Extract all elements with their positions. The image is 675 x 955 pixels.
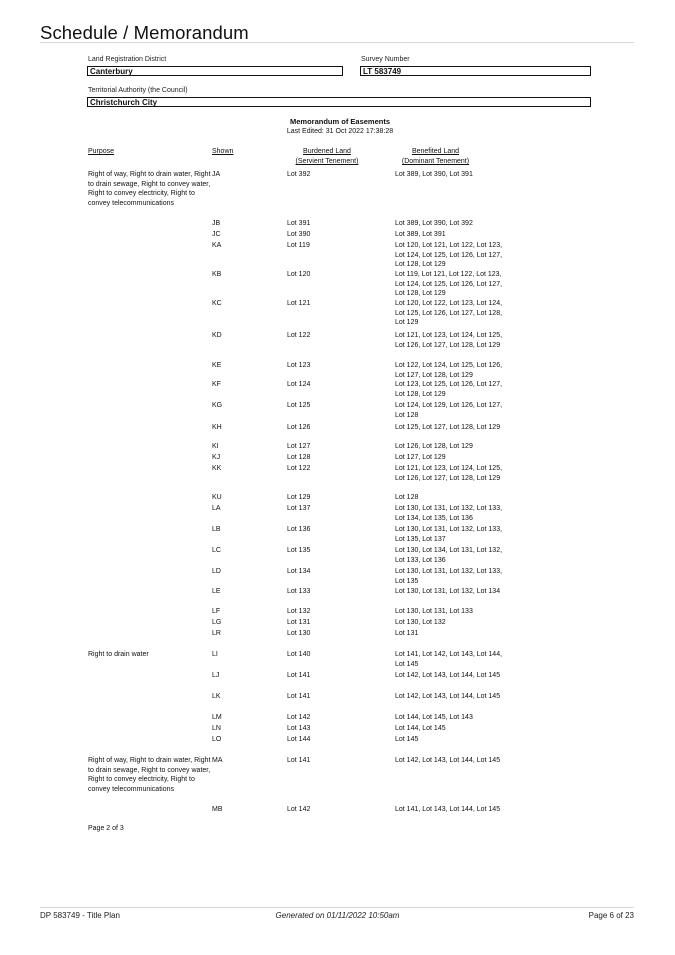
territorial-authority-label: Territorial Authority (the Council)	[88, 87, 188, 94]
shown-cell: LA	[212, 505, 221, 512]
benefited-land-cell: Lot 120, Lot 122, Lot 123, Lot 124, Lot 125, Lot 126, Lot 127, Lot 128, Lot 129	[395, 300, 503, 326]
burdened-land-cell: Lot 141	[287, 693, 311, 700]
shown-cell: KD	[212, 332, 222, 339]
benefited-land-cell: Lot 127, Lot 129	[395, 454, 446, 461]
benefited-land-cell: Lot 141, Lot 142, Lot 143, Lot 144, Lot 145	[395, 651, 503, 668]
shown-cell: KC	[212, 300, 222, 307]
benefited-land-cell: Lot 142, Lot 143, Lot 144, Lot 145	[395, 672, 501, 679]
survey-number-field: LT 583749	[360, 66, 591, 76]
burdened-land-cell: Lot 141	[287, 672, 311, 679]
benefited-land-cell: Lot 144, Lot 145	[395, 725, 446, 732]
burdened-land-cell: Lot 128	[287, 454, 311, 461]
survey-number-label: Survey Number	[361, 56, 410, 63]
shown-cell: JC	[212, 231, 221, 238]
shown-cell: LF	[212, 608, 221, 615]
benefited-land-cell: Lot 130, Lot 131, Lot 133	[395, 608, 473, 615]
burdened-land-cell: Lot 390	[287, 231, 311, 238]
memorandum-title: Memorandum of Easements	[289, 117, 391, 126]
shown-cell: LG	[212, 619, 222, 626]
burdened-land-cell: Lot 144	[287, 736, 311, 743]
benefited-land-cell: Lot 119, Lot 121, Lot 122, Lot 123, Lot 124, Lot 125, Lot 126, Lot 127, Lot 128, Lot 129	[395, 271, 503, 297]
last-edited: Last Edited: 31 Oct 2022 17:38:28	[286, 128, 394, 135]
shown-cell: KF	[212, 381, 221, 388]
burdened-land-cell: Lot 135	[287, 547, 311, 554]
benefited-land-cell: Lot 145	[395, 736, 419, 743]
benefited-header-line2: (Dominant Tenement)	[401, 158, 470, 165]
benefited-header-line1: Benefited Land	[411, 148, 460, 155]
burdened-land-cell: Lot 142	[287, 714, 311, 721]
burdened-land-cell: Lot 122	[287, 465, 311, 472]
column-header-purpose: Purpose	[88, 148, 115, 155]
burdened-header-line1: Burdened Land	[303, 148, 351, 155]
shown-cell: KE	[212, 362, 222, 369]
shown-cell: KG	[212, 402, 223, 409]
burdened-land-cell: Lot 142	[287, 806, 311, 813]
benefited-land-cell: Lot 121, Lot 123, Lot 124, Lot 125, Lot 126, Lot 127, Lot 128, Lot 129	[395, 465, 503, 482]
footer-generated-date: Generated on 01/11/2022 10:50am	[275, 911, 400, 920]
shown-cell: KJ	[212, 454, 221, 461]
shown-cell: KB	[212, 271, 222, 278]
shown-cell: JB	[212, 220, 221, 227]
benefited-land-cell: Lot 130, Lot 132	[395, 619, 446, 626]
benefited-land-cell: Lot 130, Lot 131, Lot 132, Lot 133, Lot 135, Lot 137	[395, 526, 503, 543]
burdened-land-cell: Lot 120	[287, 271, 311, 278]
shown-cell: LI	[212, 651, 218, 658]
benefited-land-cell: Lot 130, Lot 131, Lot 132, Lot 133, Lot 135	[395, 568, 503, 585]
footer-divider	[40, 907, 634, 908]
shown-cell: LM	[212, 714, 222, 721]
shown-cell: LD	[212, 568, 221, 575]
shown-cell: LO	[212, 736, 222, 743]
benefited-land-cell: Lot 125, Lot 127, Lot 128, Lot 129	[395, 424, 501, 431]
shown-cell: LJ	[212, 672, 220, 679]
benefited-land-cell: Lot 142, Lot 143, Lot 144, Lot 145	[395, 757, 501, 764]
page-title: Schedule / Memorandum	[40, 22, 249, 43]
burdened-land-cell: Lot 129	[287, 494, 311, 501]
benefited-land-cell: Lot 124, Lot 129, Lot 126, Lot 127, Lot 128	[395, 402, 503, 419]
benefited-land-cell: Lot 389, Lot 390, Lot 392	[395, 220, 473, 227]
territorial-authority-field: Christchurch City	[87, 97, 591, 107]
burdened-land-cell: Lot 130	[287, 630, 311, 637]
benefited-land-cell: Lot 130, Lot 131, Lot 132, Lot 133, Lot 134, Lot 135, Lot 136	[395, 505, 503, 522]
shown-cell: MA	[212, 757, 223, 764]
burdened-land-cell: Lot 143	[287, 725, 311, 732]
purpose-cell: Right of way, Right to drain water, Right to drain sewage, Right to convey water, Right to convey electricity, Right to convey telecommunications	[88, 757, 211, 793]
land-registration-district-field: Canterbury	[87, 66, 343, 76]
benefited-land-cell: Lot 122, Lot 124, Lot 125, Lot 126, Lot 127, Lot 128, Lot 129	[395, 362, 503, 379]
burdened-land-cell: Lot 119	[287, 242, 310, 249]
burdened-land-cell: Lot 132	[287, 608, 311, 615]
shown-cell: KK	[212, 465, 222, 472]
benefited-land-cell: Lot 130, Lot 131, Lot 132, Lot 134	[395, 588, 501, 595]
burdened-land-cell: Lot 125	[287, 402, 311, 409]
shown-cell: LK	[212, 693, 221, 700]
shown-cell: JA	[212, 171, 221, 178]
burdened-land-cell: Lot 121	[287, 300, 311, 307]
land-registration-district-label: Land Registration District	[88, 56, 167, 63]
shown-cell: LB	[212, 526, 221, 533]
shown-cell: KH	[212, 424, 222, 431]
burdened-land-cell: Lot 137	[287, 505, 311, 512]
shown-cell: LN	[212, 725, 221, 732]
burdened-land-cell: Lot 126	[287, 424, 311, 431]
burdened-land-cell: Lot 124	[287, 381, 311, 388]
shown-cell: LE	[212, 588, 221, 595]
footer-page-number: Page 6 of 23	[588, 911, 634, 920]
shown-cell: LR	[212, 630, 221, 637]
title-divider	[40, 42, 634, 43]
burdened-land-cell: Lot 131	[287, 619, 311, 626]
burdened-header-line2: (Servient Tenement)	[295, 158, 359, 165]
column-header-benefited	[393, 147, 478, 167]
burdened-land-cell: Lot 134	[287, 568, 311, 575]
burdened-land-cell: Lot 391	[287, 220, 311, 227]
burdened-land-cell: Lot 127	[287, 443, 311, 450]
benefited-land-cell: Lot 389, Lot 391	[395, 231, 446, 238]
burdened-land-cell: Lot 141	[287, 757, 311, 764]
benefited-land-cell: Lot 130, Lot 134, Lot 131, Lot 132, Lot 133, Lot 136	[395, 547, 503, 564]
burdened-land-cell: Lot 122	[287, 332, 311, 339]
shown-cell: KA	[212, 242, 222, 249]
purpose-cell: Right to drain water	[88, 651, 149, 658]
benefited-land-cell: Lot 142, Lot 143, Lot 144, Lot 145	[395, 693, 501, 700]
purpose-cell: Right of way, Right to drain water, Right to drain sewage, Right to convey water, Right to convey electricity, Right to convey telecommunications	[88, 171, 211, 207]
benefited-land-cell: Lot 141, Lot 143, Lot 144, Lot 145	[395, 806, 501, 813]
column-header-burdened	[287, 147, 367, 167]
shown-cell: KI	[212, 443, 219, 450]
benefited-land-cell: Lot 120, Lot 121, Lot 122, Lot 123, Lot 124, Lot 125, Lot 126, Lot 127, Lot 128, Lot 129	[395, 242, 503, 268]
benefited-land-cell: Lot 144, Lot 145, Lot 143	[395, 714, 473, 721]
benefited-land-cell: Lot 123, Lot 125, Lot 126, Lot 127, Lot 128, Lot 129	[395, 381, 503, 398]
shown-cell: KU	[212, 494, 222, 501]
burdened-land-cell: Lot 140	[287, 651, 311, 658]
page-of-indicator: Page 2 of 3	[88, 825, 124, 832]
burdened-land-cell: Lot 136	[287, 526, 311, 533]
benefited-land-cell: Lot 128	[395, 494, 419, 501]
burdened-land-cell: Lot 392	[287, 171, 311, 178]
benefited-land-cell: Lot 389, Lot 390, Lot 391	[395, 171, 473, 178]
footer-plan-reference: DP 583749 - Title Plan	[40, 911, 120, 920]
benefited-land-cell: Lot 131	[395, 630, 419, 637]
benefited-land-cell: Lot 126, Lot 128, Lot 129	[395, 443, 473, 450]
column-header-shown: Shown	[212, 148, 234, 155]
burdened-land-cell: Lot 133	[287, 588, 311, 595]
shown-cell: MB	[212, 806, 223, 813]
burdened-land-cell: Lot 123	[287, 362, 311, 369]
shown-cell: LC	[212, 547, 221, 554]
benefited-land-cell: Lot 121, Lot 123, Lot 124, Lot 125, Lot 126, Lot 127, Lot 128, Lot 129	[395, 332, 503, 349]
